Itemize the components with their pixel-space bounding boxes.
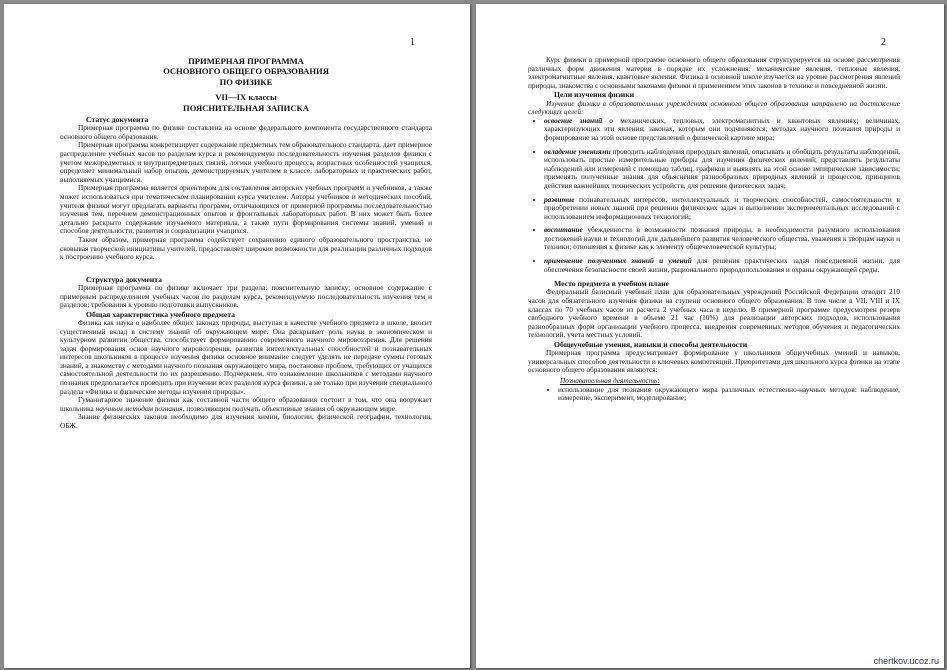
page-number: 1 [410, 37, 415, 48]
status-paragraph: Примерная программа по физике составлена на основе федерального компонента государственного стандарта основного общего образования. [60, 123, 432, 141]
goals-heading: Цели изучения физики [554, 90, 635, 100]
humanitarian-paragraph: Гуманитарное значение физики как составной части общего образования состоит в том, что она вооружает школьника научным методом познания, позволяющим получать объективные знания об окружающем мире. [60, 395, 432, 413]
status-paragraph: Примерная программа является ориентиром для составления авторских учебных программ и учебников, а также может использоваться при тематическом планировании курса учителем. Авторы учебников и методических пособий, учителя физики могут предлагать варианты программ, отличающихся от примерной программы последовательностью изучения тем, перечнем демонстрационных опытов и фронтальных лабораторных работ. В них может быть более детально раскрыто содержание изучаемого материала, а также пути формирования системы знаний, умений и способов деятельности, развития и социализации учащихся. [60, 183, 432, 236]
title-line-2: ОСНОВНОГО ОБЩЕГО ОБРАЗОВАНИЯ [163, 66, 329, 77]
general-paragraph: Физика как наука о наиболее общих законах природы, выступая в качестве учебного предмета в школе, вносит существенный вклад в систему знаний об окружающем мире. Она раскрывает роль науки в экономическом и культурном развитии общества, способствует формированию современного научного мировоззрения. Для решения задач формирования основ научного мировоззрения, развития интеллектуальных способностей и познавательных интересов школьников в процессе изучения физики основное внимание следует уделять не передаче суммы готовых знаний, а знакомству с методами научного познания окружающего мира, постановке проблем, требующих от учащихся самостоятельной деятельности по их разрешению. Подчеркнем, что ознакомление школьников с методами научного познания предполагается проводить при изучении всех разделов курса физики, а не только при изучении специального раздела «Физика и физические методы изучения природы». [60, 317, 432, 396]
list-item: • освоение знаний о механических, тепловых, электромагнитных и квантовых явлениях; величинах, характеризующих эти явления; законах, которым они подчиняются; методах научного познания природы и формирование на этой основе представлений о физической картине мира; [544, 117, 900, 143]
status-heading: Статус документа [86, 115, 149, 125]
list-item: • развитие познавательных интересов, интеллектуальных и творческих способностей, самостоятельности в приобретении новых знаний при решении физических задач и выполнении экспериментальных исследований с использованием информационных технологий; [544, 196, 900, 222]
cognitive-label: Познавательная деятельность: [560, 376, 660, 386]
status-paragraph: Таким образом, примерная программа содействует сохранению единого образовательного пространства, не сковывая творческой инициативы учителей, предоставляет широкие возможности для реализации различных подходов к построению учебного курса. [60, 234, 432, 262]
goals-list [528, 117, 900, 275]
grades-heading: VII—IX классы [215, 92, 277, 103]
place-paragraph: Федеральный базисный учебный план для образовательных учреждений Российской Федерации отводит 210 часов для обязательного изучения физики на ступени основного общего образования. В том числе в VII, VIII и IX классах по 70 учебных часов из расчета 2 учебных часа в неделю. В примерной программе предусмотрен резерв свободного учебного времени в объеме 21 час (10%) для реализации авторских подходов, использования разнообразных форм организации учебного процесса, внедрения современных методов обучения и педагогических технологий, учета местных условий. [528, 287, 900, 340]
status-paragraph: Примерная программа конкретизирует содержание предметных тем образовательного стандарта, дает примерное распределение учебных часов по разделам курса и рекомендуемую последовательность изучения разделов физики с учетом межпредметных и внутрипредметных связей, логики учебного процесса, возрастных особенностей учащихся, определяет минимальный набор опытов, демонстрируемых учителем в классе, лабораторных и практических работ, выполняемых учащимися. [60, 140, 432, 184]
page-1-content [60, 56, 432, 431]
skills-paragraph: Примерная программа предусматривает формирование у школьников общеучебных умений и навыков, универсальных способов деятельности и ключевых компетенций. Приоритетами для школьного курса физики на этапе основного общего образования являются: [528, 348, 900, 375]
cognitive-list [528, 386, 900, 403]
skills-heading: Общеучебные умения, навыки и способы деятельности [554, 340, 748, 350]
page-number: 2 [881, 37, 886, 48]
place-heading: Место предмета в учебном плане [554, 279, 669, 289]
general-heading: Общая характеристика учебного предмета [86, 309, 236, 319]
page-2-content [528, 56, 900, 408]
list-item: • воспитание убежденности в возможности познания природы, в необходимости разумного использования достижений науки и технологий для дальнейшего развития человеческого общества, уважения к творцам науки и техники; отношения к физике как к элементу общечеловеческой культуры; [544, 226, 900, 252]
title-line-1: ПРИМЕРНАЯ ПРОГРАММА [188, 56, 304, 66]
watermark: chertkov.ucoz.ru [873, 656, 939, 666]
list-item: • овладение умениями проводить наблюдения природных явлений, описывать и обобщать результаты наблюдений, использовать простые измерительные приборы для изучения физических явлений; представлять результаты наблюдений или измерений с помощью таблиц, графиков и выявлять на этой основе эмпирические зависимости; применять полученные знания для объяснения разнообразных природных явлений и процессов, принципов действия важнейших технических устройств, для решения физических задач; [544, 148, 900, 191]
goals-intro: Изучение физики в образовательных учреждениях основного общего образования направлено на достижение следующих целей: [528, 98, 900, 117]
document-page-2 [476, 4, 944, 668]
structure-heading: Структура документа [86, 274, 162, 284]
list-item: • применение полученных знаний и умений для решения практических задач повседневной жизни, для обеспечения безопасности своей жизни, рационального природопользования и охраны окружающей среды. [544, 257, 900, 274]
list-item: • использование для познания окружающего мира различных естественно-научных методов: наблюдение, измерение, эксперимент, моделирование; [558, 386, 900, 403]
explanatory-note-heading: ПОЯСНИТЕЛЬНАЯ ЗАПИСКА [183, 102, 309, 113]
document-page-1 [4, 4, 470, 668]
knowledge-paragraph: Знание физических законов необходимо для изучения химии, биологии, физической географии, технологии, ОБЖ. [60, 412, 432, 431]
intro-paragraph: Курс физики в примерной программе основного общего образования структурируется на основе рассмотрения различных форм движения материи в порядке их усложнения: механические явления, тепловые явления, электромагнитные явления, квантовые явления. Физика в основной школе изучается на уровне рассмотрения явлений природы, знакомства с основными законами физики и применением этих законов в технике и повседневной жизни. [528, 55, 900, 90]
title-line-3: ПО ФИЗИКЕ [219, 76, 273, 87]
structure-paragraph: Примерная программа по физике включает три раздела: пояснительную записку; основное содержание с примерным распределением учебных часов по разделам курса, рекомендуемую последовательность изучения тем и разделов; требования к уровню подготовки выпускников. [60, 282, 432, 310]
